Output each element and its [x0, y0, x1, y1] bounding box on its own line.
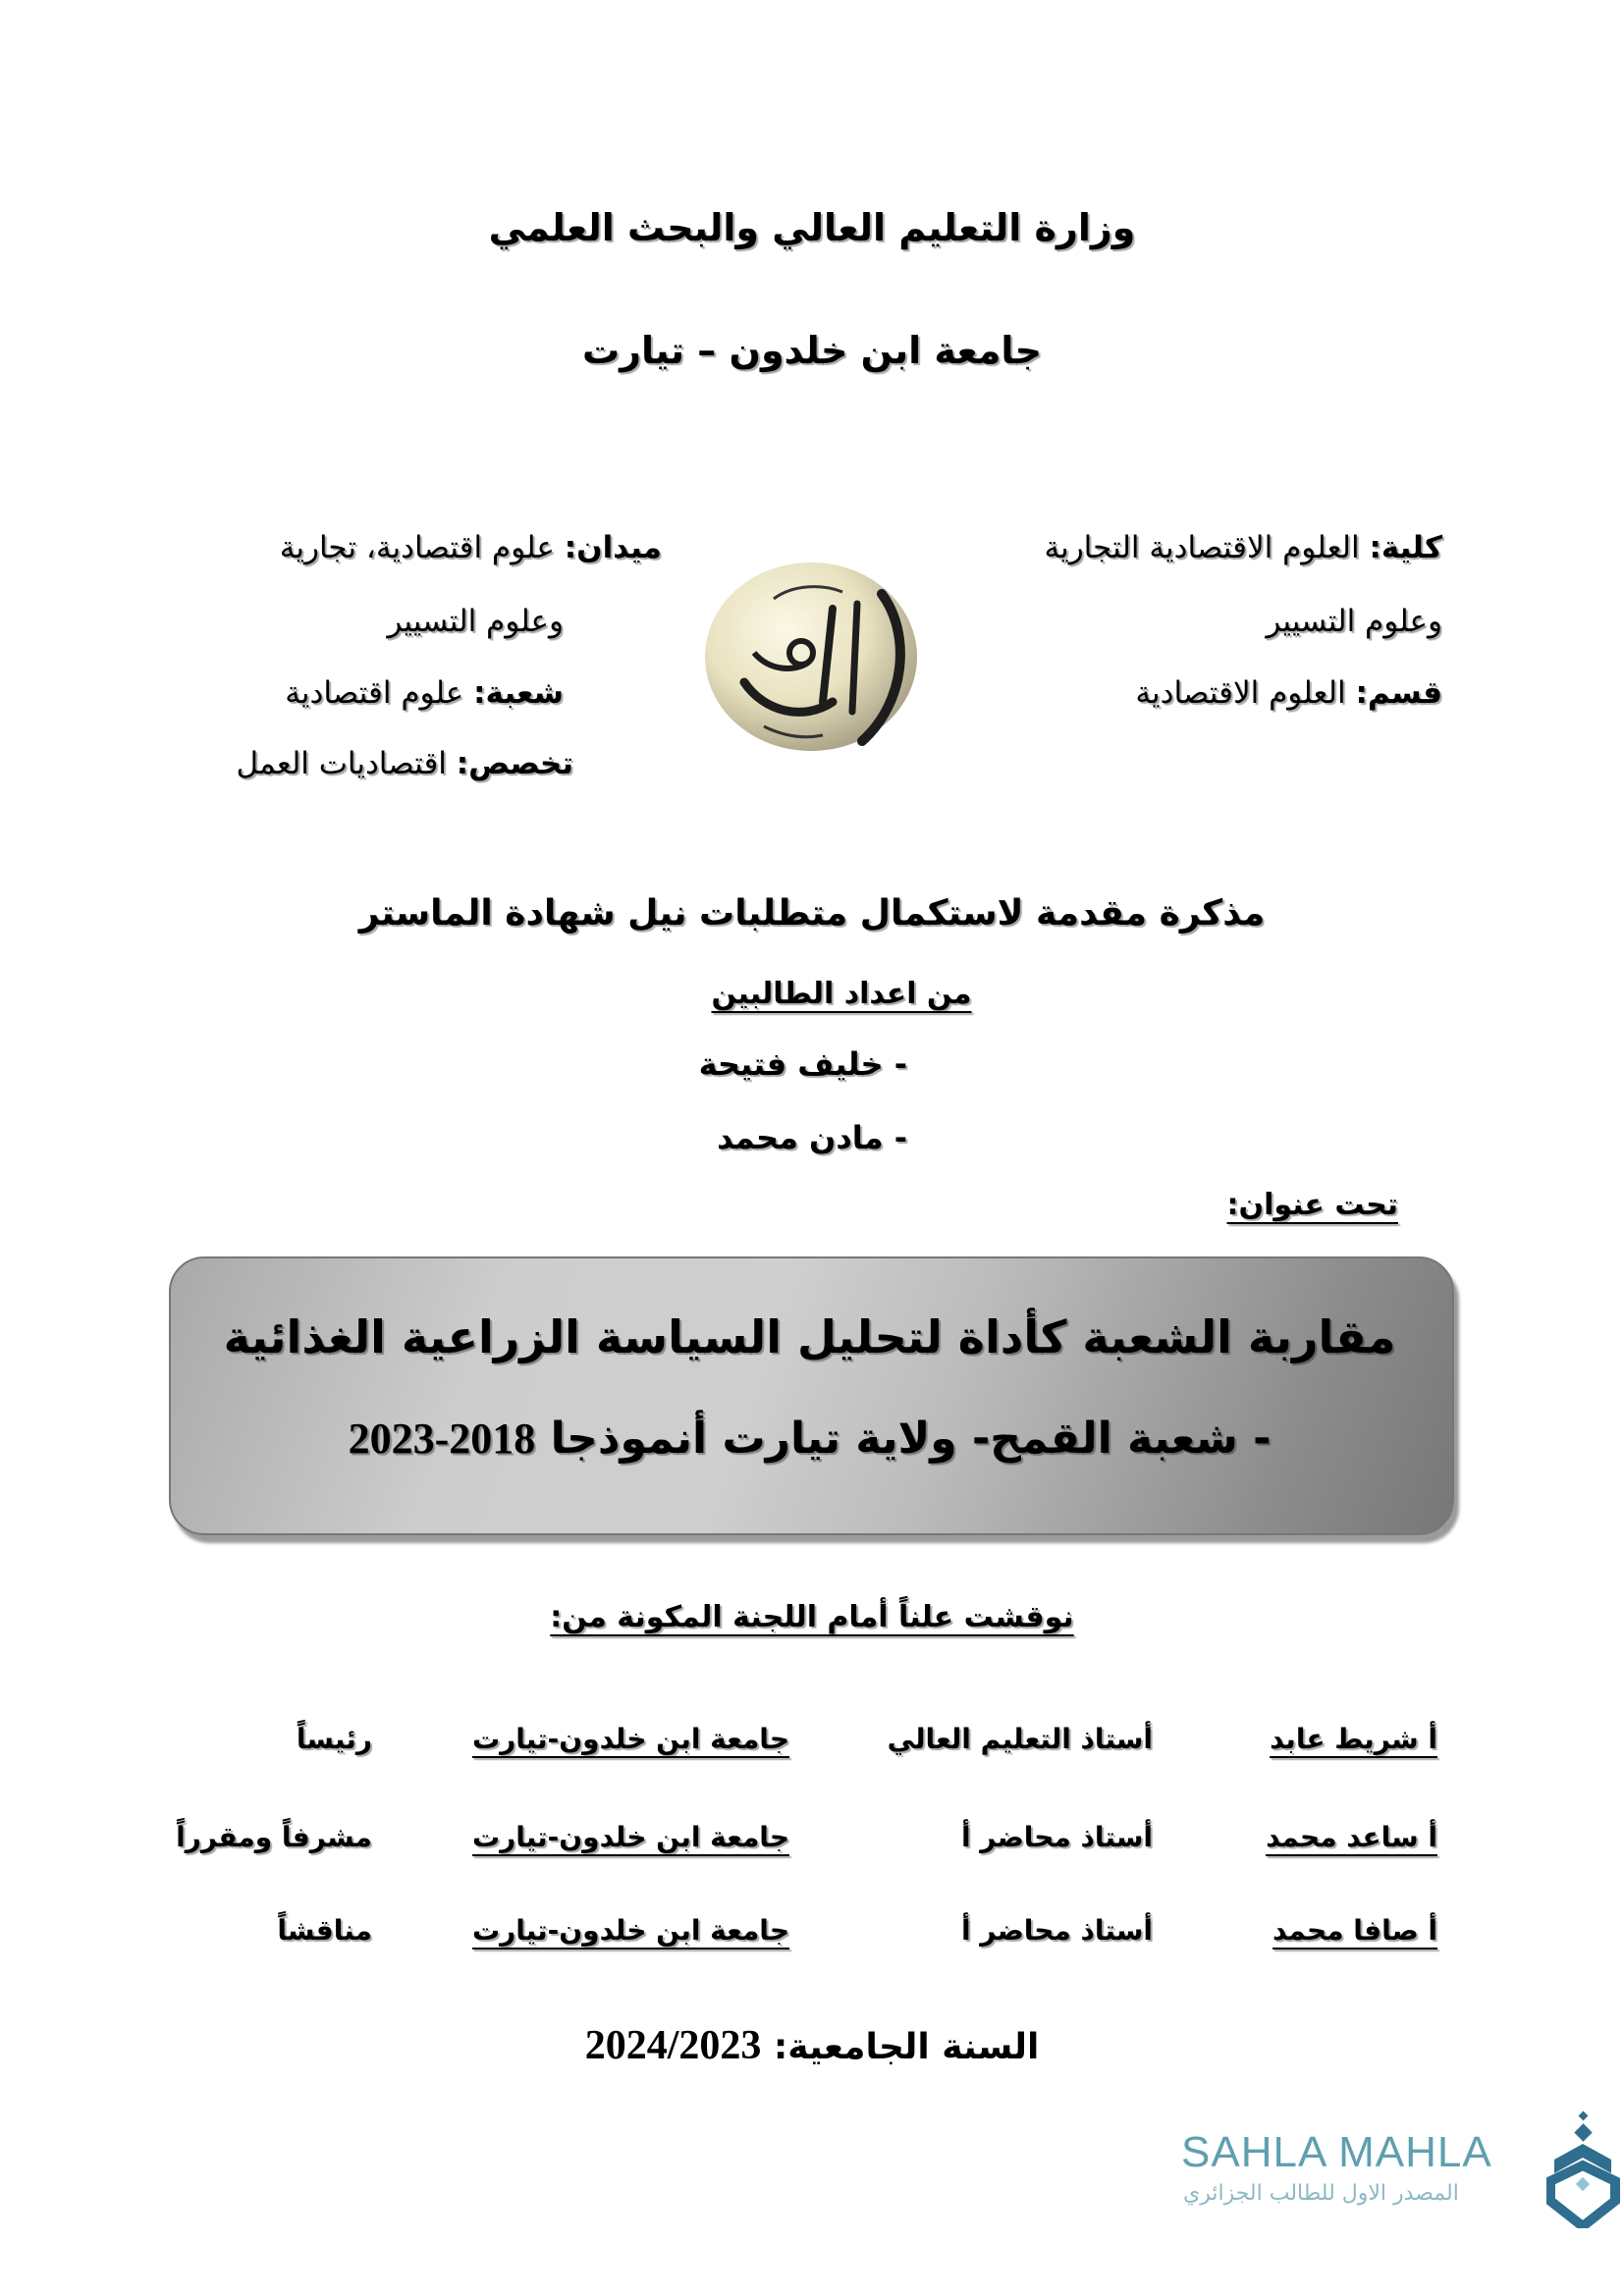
academic-year-value: 2024/2023 [584, 2023, 762, 2068]
member-2-rank: أستاذ محاضر أ [960, 1821, 1153, 1853]
watermark-tagline: المصدر الاول للطالب الجزائري [1183, 2181, 1459, 2206]
watermark-brand: SAHLA MAHLA [1181, 2128, 1492, 2176]
field-value: علوم اقتصادية، تجارية [279, 530, 555, 565]
member-1-role: رئيساً [296, 1723, 372, 1755]
member-2-name: أ ساعد محمد [1266, 1821, 1437, 1853]
thesis-subtitle-years: 2018-2023 [348, 1415, 536, 1463]
member-1-name: أ شريط عابد [1270, 1723, 1437, 1755]
committee-heading [0, 1600, 1624, 1634]
sahla-mahla-logo-icon [1546, 2110, 1620, 2228]
university-name: جامعة ابن خلدون – تيارت [581, 329, 1043, 372]
member-3-university: جامعة ابن خلدون-تيارت [471, 1914, 789, 1947]
field-line-2: وعلوم التسيير [387, 604, 564, 639]
branch-label: شعبة: [473, 675, 564, 711]
committee-heading-text: نوقشت علناً أمام اللجنة المكونة من: [550, 1600, 1074, 1634]
specialty-label: تخصص: [456, 746, 573, 781]
specialty-line [236, 746, 573, 781]
branch-line [285, 675, 564, 711]
thesis-title-box [169, 1256, 1454, 1535]
faculty-label: كلية: [1369, 530, 1442, 565]
thesis-subtitle [169, 1414, 1450, 1464]
field-line [280, 530, 662, 565]
university-seal-icon [685, 555, 943, 761]
under-title-label: تحت عنوان: [1226, 1188, 1398, 1222]
member-2-role: مشرفاً ومقرراً [176, 1821, 372, 1853]
department-label: قسم: [1355, 675, 1442, 711]
member-3-rank: أستاذ محاضر أ [960, 1914, 1153, 1947]
academic-year-label: السنة الجامعية: [773, 2027, 1040, 2067]
faculty-line [1044, 530, 1442, 565]
faculty-line-2: وعلوم التسيير [1266, 604, 1442, 639]
prepared-by [0, 977, 1624, 1011]
memo-statement: مذكرة مقدمة لاستكمال متطلبات نيل شهادة الماستر [358, 893, 1266, 934]
thesis-subtitle-text: - شعبة القمح- ولاية تيارت أنموذجا [550, 1414, 1272, 1464]
member-3-role: مناقشاً [277, 1914, 372, 1947]
branch-value: علوم اقتصادية [285, 675, 464, 711]
member-3-name: أ صافا محمد [1272, 1914, 1437, 1947]
student-1: - خليف فتيحة [698, 1045, 907, 1083]
academic-year [0, 2022, 1624, 2069]
department-line [1135, 675, 1442, 711]
member-1-university: جامعة ابن خلدون-تيارت [471, 1723, 789, 1755]
member-2-university: جامعة ابن خلدون-تيارت [471, 1821, 789, 1853]
specialty-value: اقتصاديات العمل [236, 746, 447, 781]
department-value: العلوم الاقتصادية [1135, 675, 1346, 711]
member-1-rank: أستاذ التعليم العالي [887, 1723, 1153, 1755]
ministry-name: وزارة التعليم العالي والبحث العلمي [488, 206, 1136, 249]
thesis-title: مقاربة الشعبة كأداة لتحليل السياسة الزراعية الغذائية [223, 1310, 1396, 1363]
prepared-by-label: من اعداد الطالبين [711, 977, 972, 1011]
field-label: ميدان: [564, 530, 662, 565]
student-2: - مادن محمد [717, 1119, 907, 1156]
faculty-value: العلوم الاقتصادية التجارية [1044, 530, 1360, 565]
